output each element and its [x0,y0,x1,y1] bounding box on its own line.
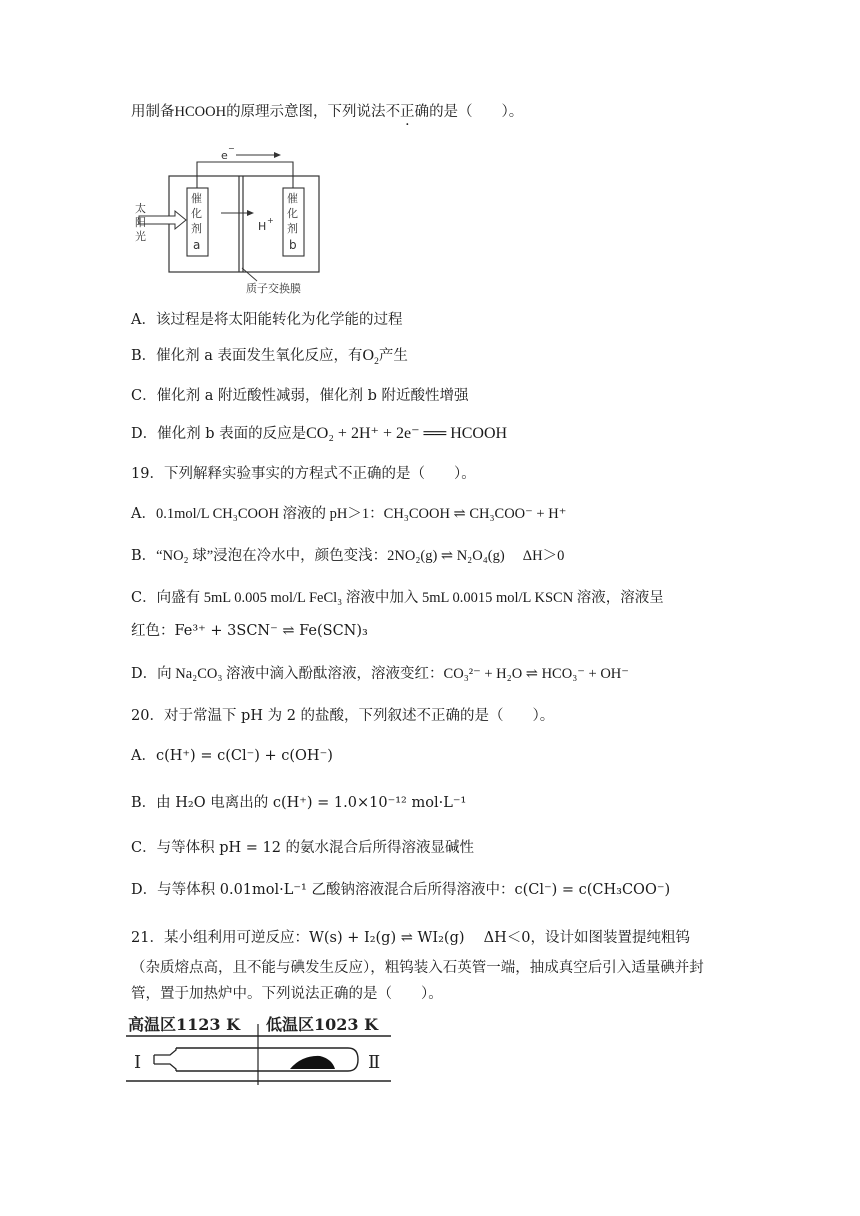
proton-sup: + [267,216,274,225]
cat-a-char-1: 催 [191,192,202,205]
q21-stem-1: 21．某小组利用可逆反应：W(s) + I₂(g) ⇌ WI₂(g) ΔH＜0，设计如图装置提纯粗钨 [131,930,690,946]
q19-b-label: B． [131,548,157,564]
q18-option-b [131,345,408,367]
cat-a-char-3: 剂 [191,222,202,235]
q20-option-b: B．由 H₂O 电离出的 c(H⁺) = 1.0×10⁻¹² mol·L⁻¹ [131,795,467,811]
q19-option-c-cont: 红色：Fe³⁺ + 3SCN⁻ ⇌ Fe(SCN)₃ [131,623,368,639]
cat-a-char-4: a [193,238,201,252]
q21-stem-3: 管，置于加热炉中。下列说法正确的是（ ）。 [131,986,443,1002]
q20-option-a: A．c(H⁺) = c(Cl⁻) + c(OH⁻) [131,748,333,764]
intro-mid: 的原理示意图，下列说法 [226,104,386,120]
intro-post: 的是（ ）。 [429,104,524,120]
electron-label: e [221,149,228,162]
q19-option-a [131,503,566,525]
q20-stem: 20．对于常温下 pH 为 2 的盐酸，下列叙述不正确的是（ ）。 [131,708,555,724]
q19-d-text: 向 Na₂CO₃ 溶液中滴入酚酞溶液，溶液变红：CO₃²⁻ + H₂O ⇌ HCO₃⁻ + OH⁻ [157,666,629,682]
q18-b-formula [362,347,379,368]
q19-b-text: “NO₂ 球”浸泡在冷水中，颜色变浅：2NO₂(g) ⇌ N₂O₄(g) ΔH＞0 [156,548,565,564]
intro-pre: 用制备 [131,104,175,120]
cat-a-char-2: 化 [191,207,202,220]
q18-option-c: C．催化剂 a 附近酸性减弱，催化剂 b 附近酸性增强 [131,388,469,404]
q21-stem-2: （杂质熔点高，且不能与碘发生反应），粗钨装入石英管一端，抽成真空后引入适量碘并封 [131,960,704,976]
electron-sup: − [228,144,235,153]
q18-b-pre: B．催化剂 a 表面发生氧化反应，有 [131,348,363,364]
cat-b-char-4: b [289,238,297,252]
high-zone-label: 高温区1123 K [128,1015,241,1034]
membrane-label: 质子交换膜 [246,282,301,295]
o2-o: O [362,347,375,364]
q20-option-d: D．与等体积 0.01mol·L⁻¹ 乙酸钠溶液混合后所得溶液中：c(Cl⁻) = c(CH₃COO⁻) [131,882,671,898]
proton-label: H [258,220,267,233]
q18-option-a: A．该过程是将太阳能转化为化学能的过程 [131,312,403,328]
intro-formula: HCOOH [174,104,227,120]
sunlight-char-2: 阳 [135,216,146,229]
cat-b-char-2: 化 [287,207,298,220]
crude-tungsten [290,1056,335,1069]
q18-d-equation: CO₂ + 2H⁺ + 2e⁻ ══ HCOOH [306,425,508,442]
q19-d-label: D． [131,666,158,682]
emph-text: 不正确 [385,104,430,120]
q18-b-post: 产生 [378,348,408,364]
cat-b-char-1: 催 [287,192,298,205]
q19-a-text: 0.1mol/L CH₃COOH 溶液的 pH＞1：CH₃COOH ⇌ CH₃COO⁻ + H⁺ [155,506,567,522]
q18-option-d [131,423,507,445]
q19-c-text-1: 向盛有 5mL 0.005 mol/L FeCl₃ 溶液中加入 5mL 0.0015 mol/L KSCN 溶液，溶液呈 [156,590,664,606]
end-label-ii: Ⅱ [368,1052,381,1073]
sunlight-char-3: 光 [135,230,146,243]
cell-diagram [131,140,341,295]
q20-option-c: C．与等体积 pH = 12 的氨水混合后所得溶液显碱性 [131,840,475,856]
q18-d-pre: D．催化剂 b 表面的反应是 [131,426,307,442]
wire [197,162,293,188]
low-zone-label: 低温区1023 K [266,1015,379,1034]
intro-line [131,101,523,123]
sunlight-char-1: 太 [135,202,146,215]
intro-emphasis [386,104,430,120]
proton-arrow [247,210,254,216]
cat-b-char-3: 剂 [287,222,298,235]
sunlight-arrow [139,211,186,229]
end-label-i: I [134,1052,142,1073]
q19-a-label: A． [131,506,156,522]
q19-option-b [131,545,564,567]
q19-option-d [131,663,629,685]
o2-sub: 2 [374,357,379,368]
q19-option-c [131,587,664,609]
q19-c-label: C． [131,590,157,606]
electron-arrow [274,152,281,158]
quartz-tube-diagram [126,1010,396,1088]
q19-stem: 19．下列解释实验事实的方程式不正确的是（ ）。 [131,466,476,482]
